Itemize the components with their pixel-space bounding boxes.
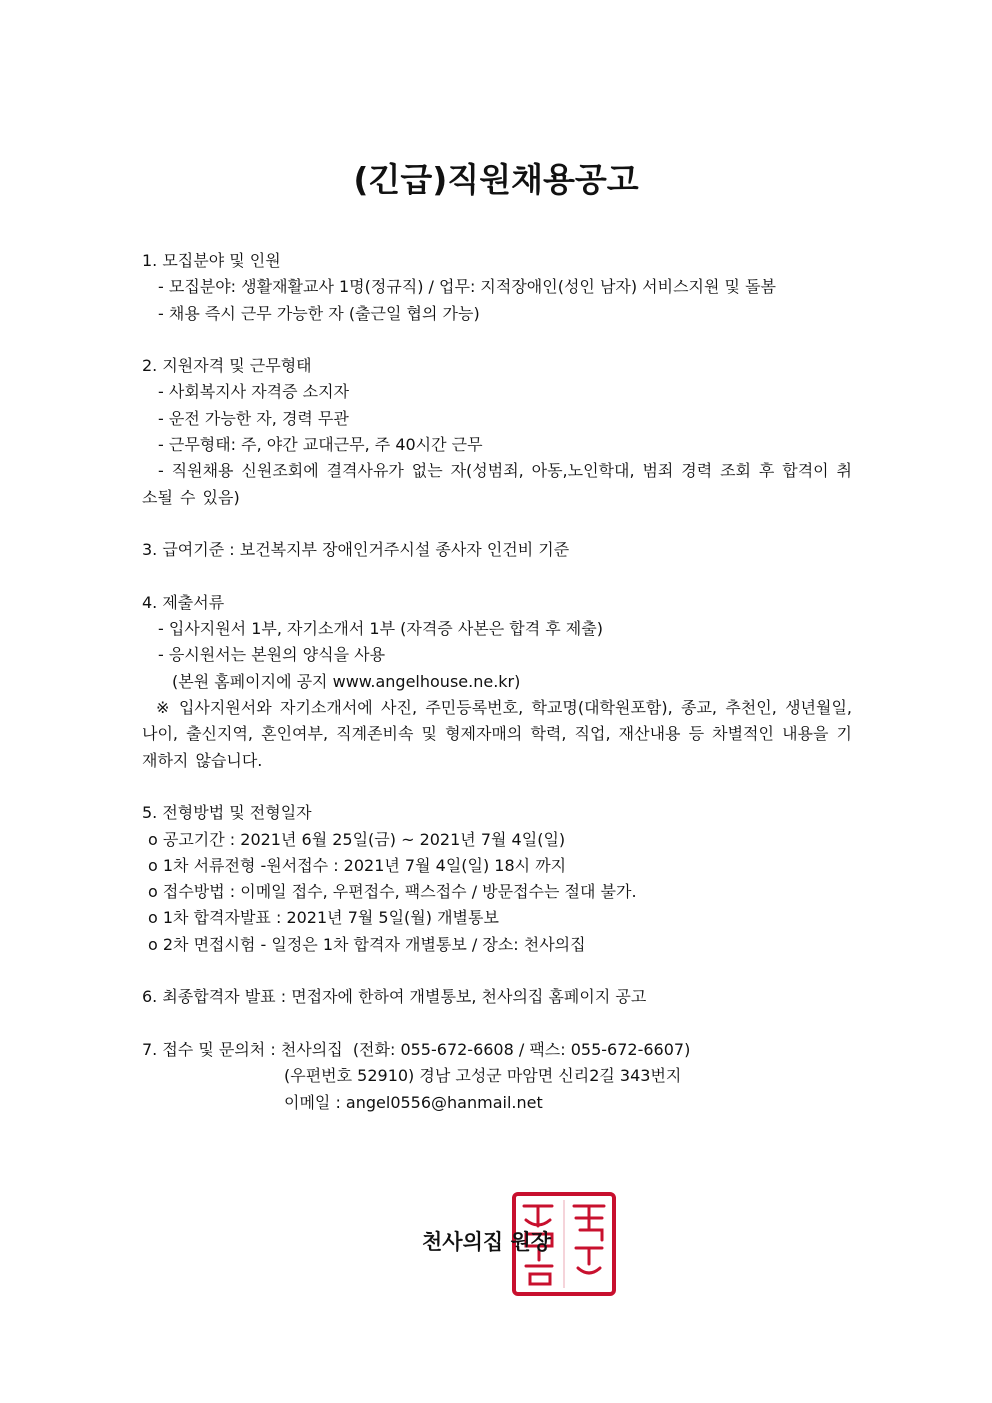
section-7-address: (우편번호 52910) 경남 고성군 마암면 신리2길 343번지: [284, 1066, 682, 1086]
section-4-note: ※ 입사지원서와 자기소개서에 사진, 주민등록번호, 학교명(대학원포함), 종교, 추천인, 생년월일, 나이, 출신지역, 혼인여부, 직계존비속 및 형제자매의 학력, 직업, 재산내용 등 차별적인 내용을 기재하지 않습니다.: [142, 698, 852, 770]
section-5-item-1: o 공고기간 : 2021년 6월 25일(금) ~ 2021년 7월 4일(일): [148, 829, 566, 849]
signature-block: [0, 1218, 992, 1278]
section-1-item-1: - 모집분야: 생활재활교사 1명(정규직) / 업무: 지적장애인(성인 남자) 서비스지원 및 돌봄: [158, 277, 777, 297]
signature-text: 천사의집 원장: [422, 1230, 552, 1254]
section-4-heading: 4. 제출서류: [142, 592, 225, 612]
section-2-heading: 2. 지원자격 및 근무형태: [142, 356, 312, 376]
section-5-heading: 5. 전형방법 및 전형일자: [142, 803, 312, 823]
section-2-item-3: - 근무형태: 주, 야간 교대근무, 주 40시간 근무: [158, 435, 483, 455]
section-4-item-2: - 응시원서는 본원의 양식을 사용: [158, 645, 386, 665]
section-2-item-4: - 직원채용 신원조회에 결격사유가 없는 자(성범죄, 아동,노인학대, 범죄 경력 조회 후 합격이 취소될 수 있음): [142, 461, 852, 507]
page-title: (긴급)직원채용공고: [353, 160, 639, 199]
section-7-heading: 7. 접수 및 문의처 : 천사의집 (전화: 055-672-6608 / 팩스: 055-672-6607): [142, 1039, 691, 1059]
section-5-item-4: o 1차 합격자발표 : 2021년 7월 5일(월) 개별통보: [148, 908, 499, 928]
section-5-item-3: o 접수방법 : 이메일 접수, 우편접수, 팩스접수 / 방문접수는 절대 불가.: [148, 882, 637, 902]
section-1-heading: 1. 모집분야 및 인원: [142, 251, 281, 270]
section-4-item-3: (본원 홈페이지에 공지 www.angelhouse.ne.kr): [172, 671, 521, 691]
section-7-email: 이메일 : angel0556@hanmail.net: [284, 1092, 543, 1112]
section-5-item-2: o 1차 서류전형 -원서접수 : 2021년 7월 4일(일) 18시 까지: [148, 855, 567, 875]
section-2-item-2: - 운전 가능한 자, 경력 무관: [158, 408, 349, 428]
notice-body: [142, 248, 852, 1116]
section-6-heading: 6. 최종합격자 발표 : 면접자에 한하여 개별통보, 천사의집 홈페이지 공고: [142, 987, 647, 1007]
section-1-item-2: - 채용 즉시 근무 가능한 자 (출근일 협의 가능): [158, 303, 480, 323]
section-2-item-1: - 사회복지사 자격증 소지자: [158, 382, 350, 402]
section-3-heading: 3. 급여기준 : 보건복지부 장애인거주시설 종사자 인건비 기준: [142, 540, 570, 560]
section-5-item-5: o 2차 면접시험 - 일정은 1차 합격자 개별통보 / 장소: 천사의집: [148, 934, 586, 954]
section-4-item-1: - 입사지원서 1부, 자기소개서 1부 (자격증 사본은 합격 후 제출): [158, 619, 603, 639]
